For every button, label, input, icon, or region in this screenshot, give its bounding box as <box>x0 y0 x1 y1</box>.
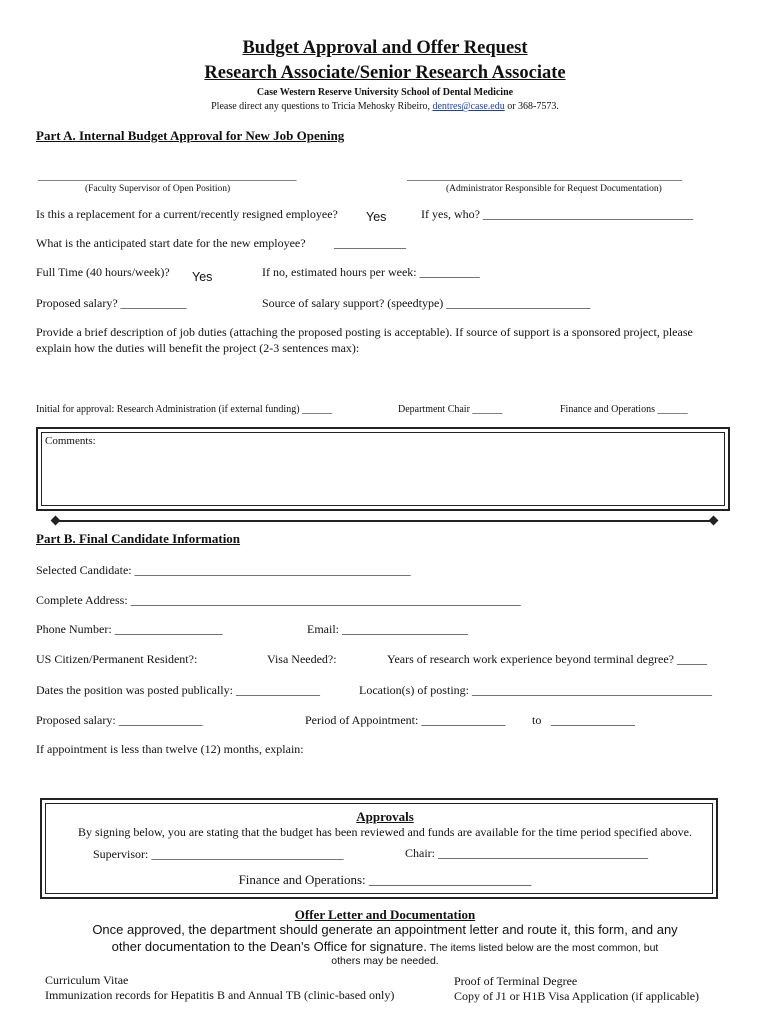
appointment-period-end-field[interactable]: ______________ <box>551 713 635 727</box>
section-divider <box>55 520 715 522</box>
offer-line2-main: other documentation to the Dean's Office for signature. <box>111 939 427 954</box>
citizen-question[interactable]: US Citizen/Permanent Resident?: <box>36 652 198 666</box>
dates-posted-field[interactable]: Dates the position was posted publically: ______________ <box>36 683 320 697</box>
comments-label: Comments: <box>45 435 96 447</box>
offer-heading: Offer Letter and Documentation <box>294 907 476 922</box>
proposed-salary-field[interactable]: Proposed salary? ___________ <box>36 296 187 310</box>
replacement-question: Is this a replacement for a current/recently resigned employee? <box>36 207 338 221</box>
offer-instructions-line2 <box>0 938 770 956</box>
posting-location-field[interactable]: Location(s) of posting: ________________________________________ <box>359 683 712 697</box>
supervisor-signature-field[interactable]: Supervisor: ________________________________ <box>93 847 344 861</box>
chair-signature-field[interactable]: Chair: ___________________________________ <box>405 846 648 860</box>
part-b-heading: Part B. Final Candidate Information <box>36 531 241 546</box>
doc-item-visa-application: Copy of J1 or H1B Visa Application (if applicable) <box>454 989 700 1003</box>
full-time-question: Full Time (40 hours/week)? <box>36 265 170 279</box>
faculty-signature-line[interactable]: _______________________________________________ <box>38 170 297 182</box>
appointment-period-start-field[interactable]: Period of Appointment: ______________ <box>305 713 506 727</box>
divider-right-diamond <box>709 516 719 526</box>
contact-text: Please direct any questions to Tricia Mehosky Ribeiro, <box>211 101 433 112</box>
part-a-heading: Part A. Internal Budget Approval for New Job Opening <box>36 128 345 143</box>
replacement-answer[interactable]: Yes <box>366 210 387 224</box>
contact-phone: or 368-7573. <box>504 101 559 112</box>
if-yes-who-field[interactable]: If yes, who? ___________________________________ <box>421 207 693 221</box>
duties-instructions-line1: Provide a brief description of job duties (attaching the proposed posting is acceptable). If source of support is a sponsored project, please <box>36 325 693 339</box>
initial-department-chair[interactable]: Department Chair ______ <box>398 404 503 415</box>
divider-left-diamond <box>51 516 61 526</box>
form-title: Budget Approval and Offer Request <box>242 38 528 58</box>
faculty-caption: (Faculty Supervisor of Open Position) <box>85 184 231 194</box>
start-date-field[interactable]: ____________ <box>334 236 406 250</box>
hours-per-week-field[interactable]: If no, estimated hours per week: __________ <box>262 265 480 279</box>
short-appointment-explain-label: If appointment is less than twelve (12) months, explain: <box>36 742 304 756</box>
administrator-signature-line[interactable]: __________________________________________________ <box>407 170 682 182</box>
doc-item-cv: Curriculum Vitae <box>45 973 129 987</box>
final-proposed-salary-field[interactable]: Proposed salary: ______________ <box>36 713 203 727</box>
finance-signature-field[interactable]: Finance and Operations: _________________________ <box>238 872 532 887</box>
offer-instructions-line1: Once approved, the department should generate an appointment letter and route it, this form, and any <box>92 922 678 937</box>
complete-address-field[interactable]: Complete Address: _________________________________________________________________ <box>36 593 521 607</box>
start-date-question: What is the anticipated start date for the new employee? <box>36 236 306 250</box>
period-to-label: to <box>532 713 542 727</box>
contact-email-link[interactable]: dentres@case.edu <box>432 101 505 112</box>
form-subtitle: Research Associate/Senior Research Associate <box>204 63 566 83</box>
email-field[interactable]: Email: _____________________ <box>307 622 468 636</box>
offer-instructions-line3: others may be needed. <box>331 955 439 967</box>
visa-question[interactable]: Visa Needed?: <box>267 652 337 666</box>
duties-instructions-line2: explain how the duties will benefit the project (2-3 sentences max): <box>36 341 360 355</box>
initial-research-admin[interactable]: Initial for approval: Research Administration (if external funding) ______ <box>36 404 333 415</box>
initial-finance-operations[interactable]: Finance and Operations ______ <box>560 404 688 415</box>
doc-item-immunization: Immunization records for Hepatitis B and Annual TB (clinic-based only) <box>45 988 395 1002</box>
administrator-caption: (Administrator Responsible for Request Documentation) <box>446 184 662 194</box>
approvals-heading: Approvals <box>356 809 414 824</box>
experience-field[interactable]: Years of research work experience beyond terminal degree? _____ <box>387 652 707 666</box>
doc-item-terminal-degree: Proof of Terminal Degree <box>454 974 578 988</box>
phone-number-field[interactable]: Phone Number: __________________ <box>36 622 223 636</box>
school-name: Case Western Reserve University School of Dental Medicine <box>256 87 514 98</box>
offer-line2-tail: The items listed below are the most common, but <box>426 942 659 954</box>
approvals-statement: By signing below, you are stating that the budget has been reviewed and funds are available for the time period specified above. <box>77 825 693 839</box>
full-time-answer[interactable]: Yes <box>192 270 213 284</box>
salary-source-field[interactable]: Source of salary support? (speedtype) ________________________ <box>262 296 591 310</box>
contact-line <box>0 101 770 112</box>
comments-box-inner <box>41 432 725 506</box>
selected-candidate-field[interactable]: Selected Candidate: ______________________________________________ <box>36 563 411 577</box>
